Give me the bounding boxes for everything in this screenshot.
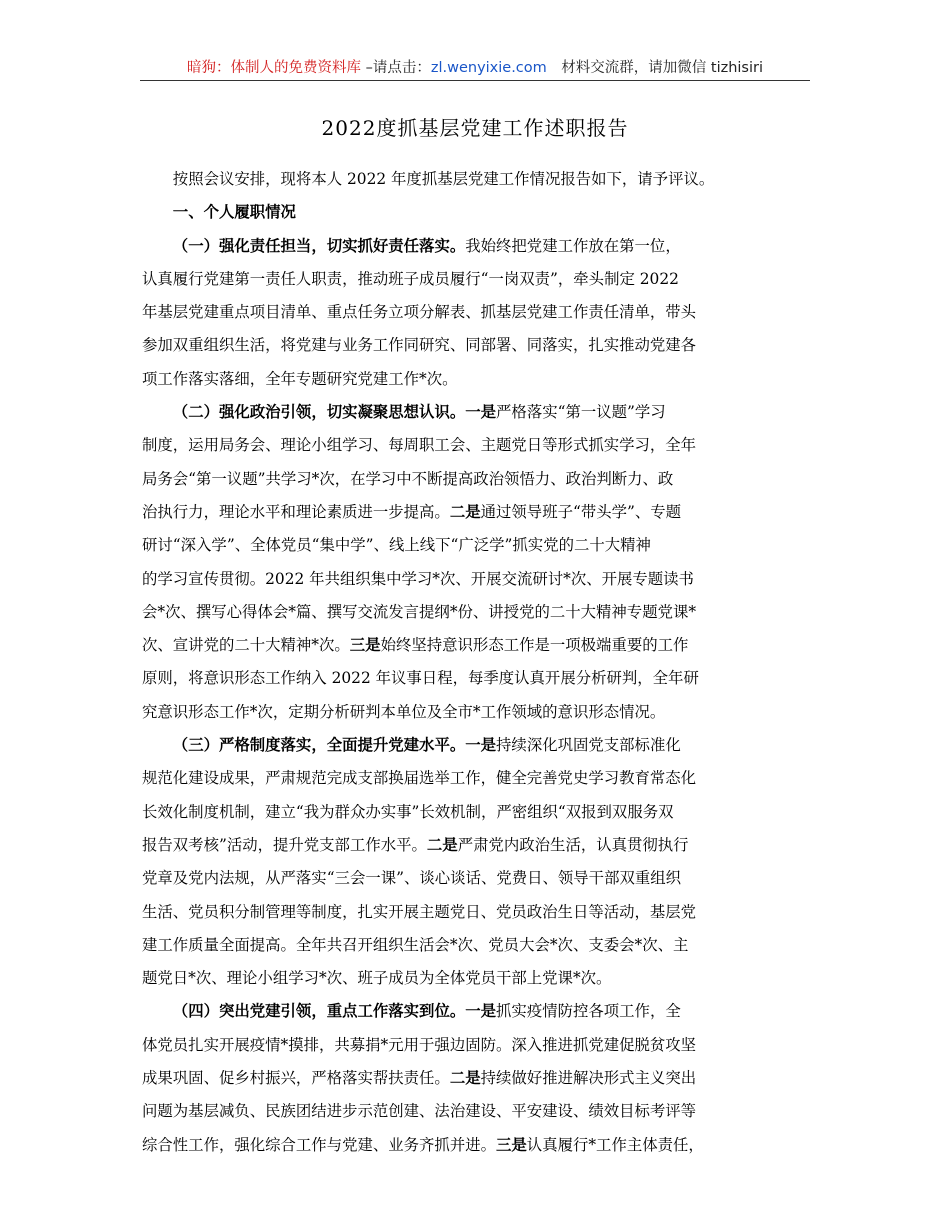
p2-heading: （二）强化政治引领，切实凝聚思想认识。 — [172, 403, 466, 422]
p3-line: 报告双考核”活动，提升党支部工作水平。二是严肃党内政治生活，认真贯彻执行 — [142, 835, 689, 854]
header-prompt: –请点击： — [360, 60, 431, 76]
p2-line: 原则，将意识形态工作纳入 2022 年议事日程，每季度认真开展分析研判，全年研 — [142, 669, 699, 688]
paragraph-4 — [142, 995, 810, 1028]
p1-line: 我始终把党建工作放在第一位， — [465, 236, 681, 255]
p4-line: 成果巩固、促乡村振兴，严格落实帮扶责任。二是持续做好推进解决形式主义突出 — [142, 1069, 697, 1088]
p3-line: 持续深化巩固党支部标准化 — [496, 736, 681, 755]
p3-line: 长效化制度机制，建立“我为群众办实事”长效机制，严密组织“双报到双服务双 — [142, 802, 674, 821]
p4-marker: 一是 — [465, 1002, 497, 1021]
p4-heading: （四）突出党建引领，重点工作落实到位。 — [172, 1002, 466, 1021]
p3-heading: （三）严格制度落实，全面提升党建水平。 — [172, 736, 466, 755]
header-contact: 材料交流群，请加微信 tizhisiri — [546, 60, 764, 76]
p4-line: 体党员扎实开展疫情*摸排，共募捐*元用于强边固防。深入推进抓党建促脱贫攻坚 — [142, 1035, 697, 1054]
document-body — [142, 163, 810, 1162]
p4-marker: 二是 — [449, 1069, 481, 1088]
page-header — [0, 56, 950, 80]
p1-heading: （一）强化责任担当，切实抓好责任落实。 — [172, 236, 466, 255]
p3-line: 题党日*次、理论小组学习*次、班子成员为全体党员干部上党课*次。 — [142, 969, 612, 988]
paragraph-1 — [142, 230, 810, 263]
p3-line: 建工作质量全面提高。全年共召开组织生活会*次、党员大会*次、支委会*次、主 — [142, 935, 689, 954]
p2-line: 究意识形态工作*次，定期分析研判本单位及全市*工作领域的意识形态情况。 — [142, 702, 666, 721]
paragraph-3 — [142, 729, 810, 762]
section-heading — [142, 196, 810, 229]
section-heading-text: 一、个人履职情况 — [172, 203, 296, 222]
p2-marker: 二是 — [449, 502, 481, 521]
p3-marker: 二是 — [426, 835, 458, 854]
p4-line: 问题为基层减负、民族团结进步示范创建、法治建设、平安建设、绩效目标考评等 — [142, 1102, 697, 1121]
header-brand: 暗狗：体制人的免费资料库 — [186, 60, 361, 76]
p2-line: 会*次、撰写心得体会*篇、撰写交流发言提纲*份、讲授党的二十大精神专题党课* — [142, 602, 697, 621]
p3-marker: 一是 — [465, 736, 497, 755]
p2-line: 次、宣讲党的二十大精神*次。三是始终坚持意识形态工作是一项极端重要的工作 — [142, 636, 689, 655]
p2-line: 研讨“深入学”、全体党员“集中学”、线上线下“广泛学”抓实党的二十大精神 — [142, 536, 651, 555]
p2-line: 的学习宣传贯彻。2022 年共组织集中学习*次、开展交流研讨*次、开展专题读书 — [142, 569, 694, 588]
p2-line: 制度，运用局务会、理论小组学习、每周职工会、主题党日等形式抓实学习，全年 — [142, 436, 697, 455]
p2-line: 严格落实“第一议题”学习 — [496, 403, 666, 422]
p1-line: 年基层党建重点项目清单、重点任务立项分解表、抓基层党建工作责任清单，带头 — [142, 303, 697, 322]
p3-line: 生活、党员积分制管理等制度，扎实开展主题党日、党员政治生日等活动，基层党 — [142, 902, 697, 921]
p3-line: 党章及党内法规，从严落实“三会一课”、谈心谈话、党费日、领导干部双重组织 — [142, 869, 682, 888]
p3-line: 规范化建设成果，严肃规范完成支部换届选举工作，健全完善党史学习教育常态化 — [142, 769, 697, 788]
p2-line: 治执行力，理论水平和理论素质进一步提高。二是通过领导班子“带头学”、专题 — [142, 502, 682, 521]
intro-paragraph: 按照会议安排，现将本人 2022 年度抓基层党建工作情况报告如下，请予评议。 — [172, 170, 715, 188]
p1-line: 项工作落实落细，全年专题研究党建工作*次。 — [142, 369, 458, 388]
p4-marker: 三是 — [496, 1135, 527, 1154]
p4-line: 抓实疫情防控各项工作，全 — [496, 1002, 681, 1021]
p2-marker: 一是 — [465, 403, 497, 422]
paragraph-2 — [142, 396, 810, 429]
document-title: 2022度抓基层党建工作述职报告 — [321, 116, 629, 140]
p1-line: 参加双重组织生活，将党建与业务工作同研究、同部署、同落实，扎实推动党建各 — [142, 336, 697, 355]
p1-line: 认真履行党建第一责任人职责，推动班子成员履行“一岗双责”，牵头制定 2022 — [142, 269, 679, 288]
p2-line: 局务会“第一议题”共学习*次，在学习中不断提高政治领悟力、政治判断力、政 — [142, 469, 674, 488]
p4-line: 综合性工作，强化综合工作与党建、业务齐抓并进。三是认真履行*工作主体责任， — [142, 1135, 704, 1154]
header-url-link[interactable]: zl.wenyixie.com — [430, 60, 547, 76]
header-divider — [140, 80, 810, 81]
p2-marker: 三是 — [349, 636, 381, 655]
